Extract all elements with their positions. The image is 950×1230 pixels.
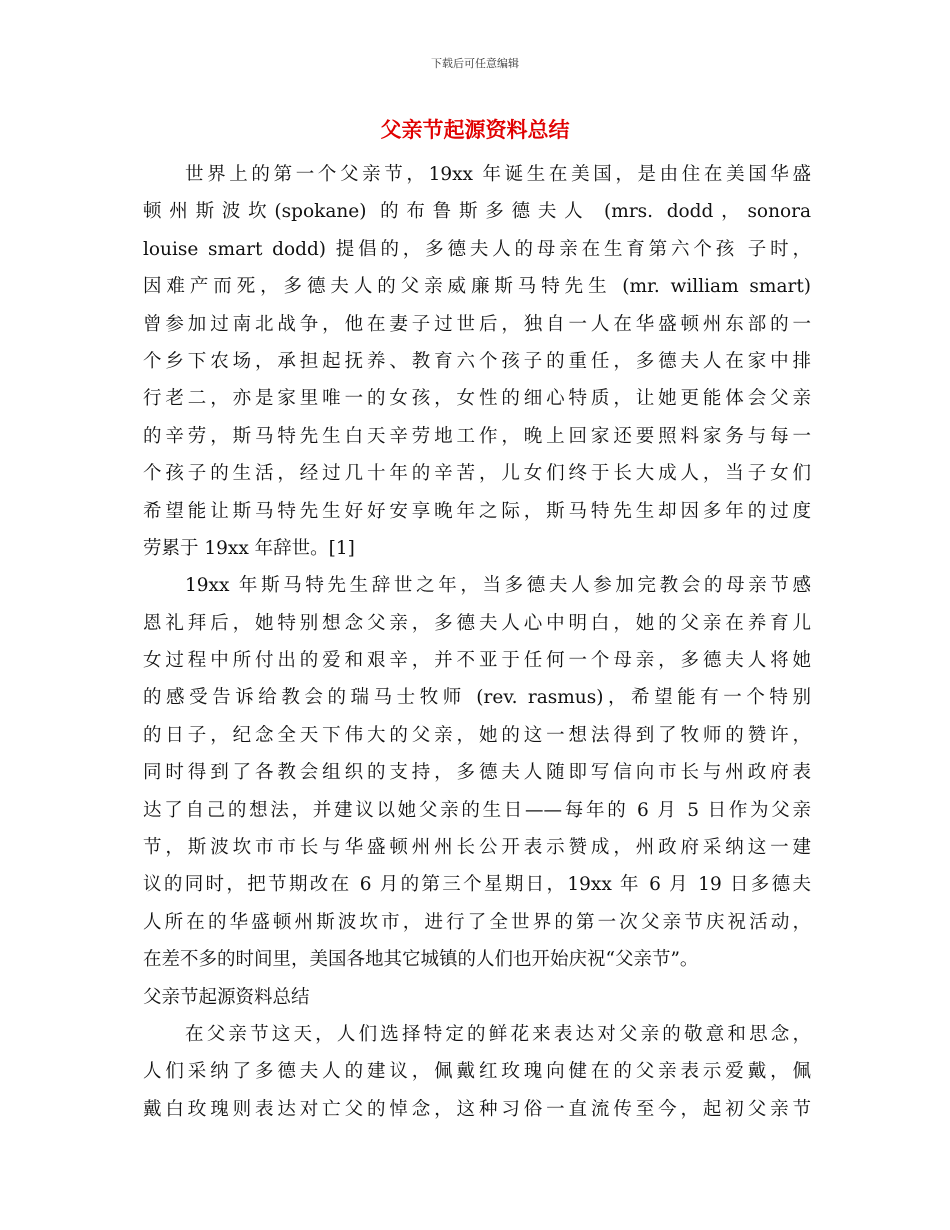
paragraph-1-line-3: louise smart dodd) 提倡的，多德夫人的母亲在生育第六个孩 子时， [143, 238, 811, 260]
document-title: 父亲节起源资料总结 [380, 117, 570, 142]
paragraph-3-line-1: 在父亲节这天，人们选择特定的鲜花来表达对父亲的敬意和思念， [185, 1023, 811, 1045]
paragraph-2-line-11: 在差不多的时间里，美国各地其它城镇的人们也开始庆祝“父亲节”。 [143, 949, 699, 971]
paragraph-2-line-9: 议的同时，把节期改在 6 月的第三个星期日，19xx 年 6 月 19 日多德夫 [143, 874, 811, 896]
paragraph-2-line-3: 女过程中所付出的爱和艰辛，并不亚于任何一个母亲，多德夫人将她 [143, 650, 811, 672]
paragraph-1-line-7: 行老二，亦是家里唯一的女孩，女性的细心特质，让她更能体会父亲 [143, 388, 811, 410]
paragraph-1-line-4: 因难产而死，多德夫人的父亲威廉斯马特先生 (mr. william smart) [143, 276, 811, 298]
paragraph-1-line-11: 劳累于 19xx 年辞世。[1] [143, 537, 355, 559]
paragraph-1-line-9: 个孩子的生活，经过几十年的辛苦，儿女们终于长大成人，当子女们 [143, 463, 811, 485]
paragraph-2-line-1: 19xx 年斯马特先生辞世之年，当多德夫人参加完教会的母亲节感 [185, 575, 811, 597]
paragraph-2-line-2: 恩礼拜后，她特别想念父亲，多德夫人心中明白，她的父亲在养育儿 [143, 612, 811, 634]
document-body [143, 156, 811, 1128]
paragraph-3-line-2: 人们采纳了多德夫人的建议，佩戴红玫瑰向健在的父亲表示爱戴，佩 [143, 1061, 811, 1083]
section-subheading: 父亲节起源资料总结 [143, 986, 310, 1008]
paragraph-2-line-8: 节，斯波坎市市长与华盛顿州州长公开表示赞成，州政府采纳这一建 [143, 837, 811, 859]
paragraph-2-line-5: 的日子，纪念全天下伟大的父亲，她的这一想法得到了牧师的赞许， [143, 724, 811, 746]
paragraph-1-line-6: 个乡下农场，承担起抚养、教育六个孩子的重任，多德夫人在家中排 [143, 350, 811, 372]
paragraph-1-line-8: 的辛劳，斯马特先生白天辛劳地工作，晚上回家还要照料家务与每一 [143, 425, 811, 447]
paragraph-2-line-6: 同时得到了各教会组织的支持，多德夫人随即写信向市长与州政府表 [143, 762, 811, 784]
paragraph-1-line-1: 世界上的第一个父亲节，19xx 年诞生在美国，是由住在美国华盛 [185, 164, 811, 185]
paragraph-1-line-5: 曾参加过南北战争，他在妻子过世后，独自一人在华盛顿州东部的一 [143, 313, 811, 335]
header-note: 下载后可任意编辑 [431, 57, 519, 70]
paragraph-2-line-4: 的感受告诉给教会的瑞马士牧师 (rev. rasmus)，希望能有一个特别 [143, 687, 811, 709]
paragraph-2-line-7: 达了自己的想法，并建议以她父亲的生日——每年的 6 月 5 日作为父亲 [143, 799, 811, 821]
paragraph-1-line-10: 希望能让斯马特先生好好安享晚年之际，斯马特先生却因多年的过度 [143, 500, 811, 522]
paragraph-2-line-10: 人所在的华盛顿州斯波坎市，进行了全世界的第一次父亲节庆祝活动， [143, 911, 811, 933]
paragraph-1-line-2: 顿州斯波坎(spokane) 的布鲁斯多德夫人 (mrs. dodd，sonora [143, 201, 811, 223]
paragraph-3-line-3: 戴白玫瑰则表达对亡父的悼念，这种习俗一直流传至今，起初父亲节 [143, 1098, 811, 1120]
